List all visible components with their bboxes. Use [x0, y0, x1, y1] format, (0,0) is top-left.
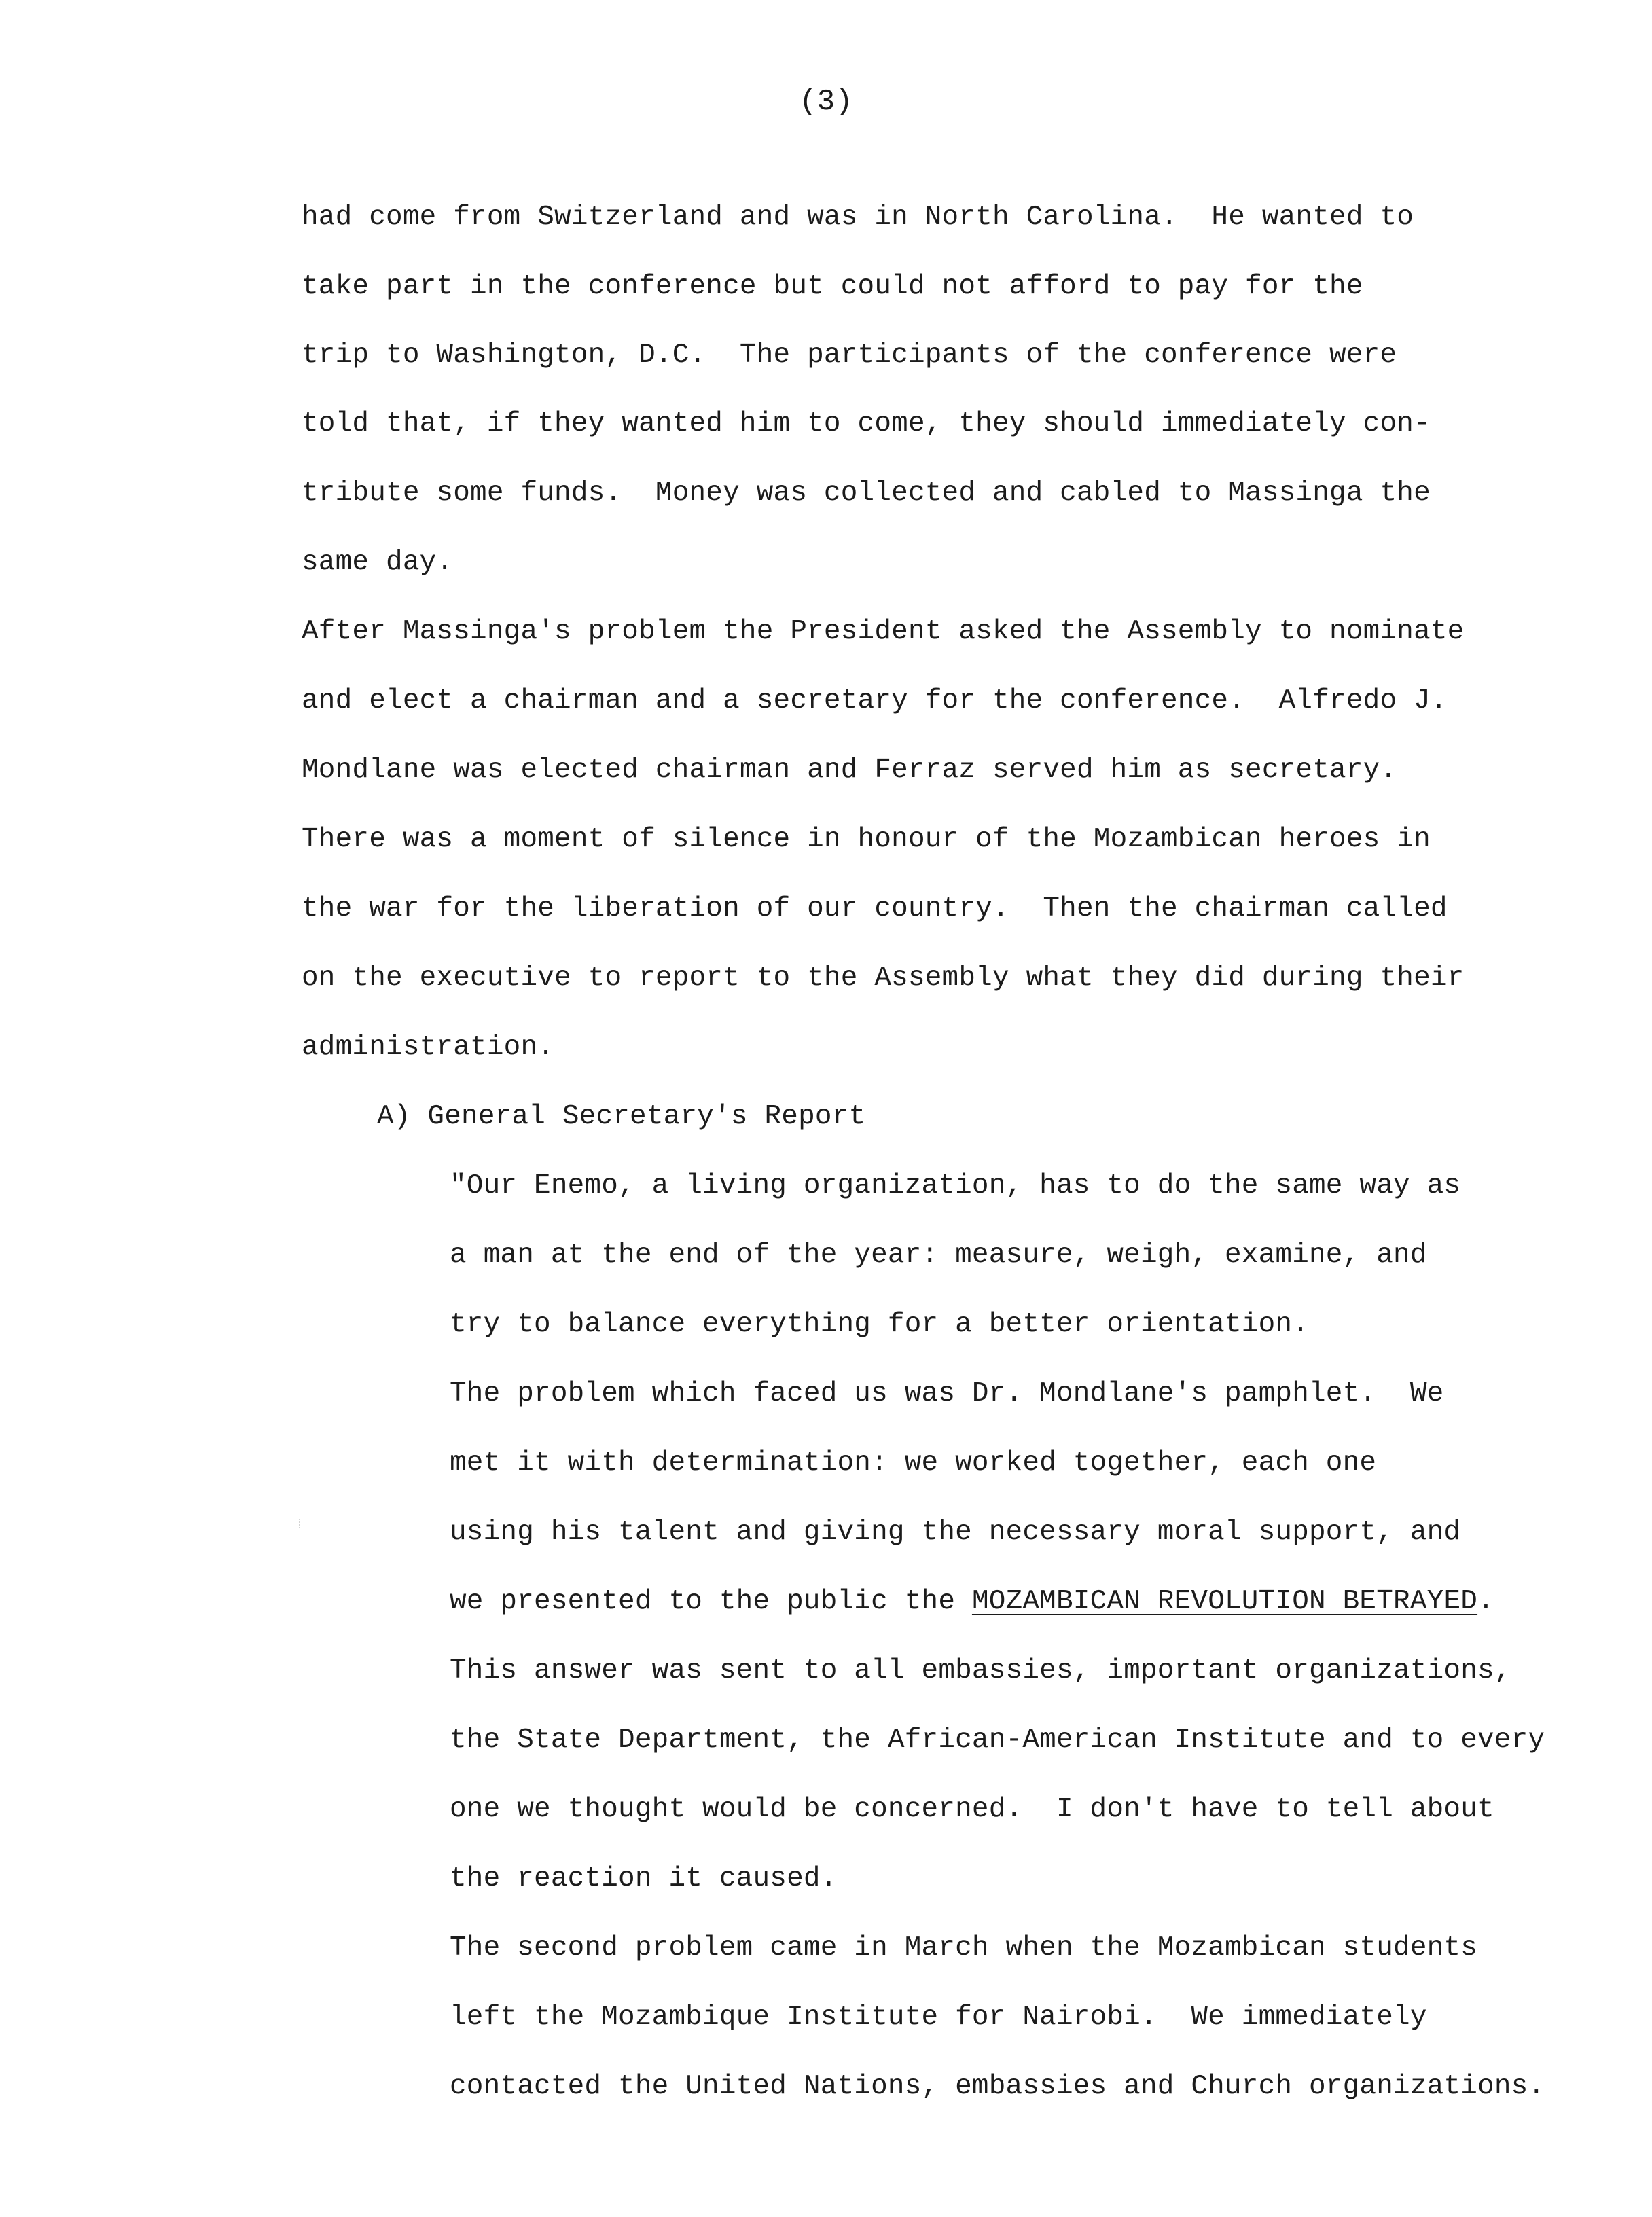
text-line: same day.: [302, 547, 454, 578]
scan-speck: [299, 1519, 306, 1528]
text-line: trip to Washington, D.C. The participants of the conference were: [302, 340, 1397, 371]
quote-line: try to balance everything for a better orientation.: [450, 1309, 1310, 1340]
quote-line: left the Mozambique Institute for Nairobi. We immediately: [450, 2002, 1427, 2033]
quote-line: The second problem came in March when the Mozambican students: [450, 1932, 1478, 1964]
text-line: Mondlane was elected chairman and Ferraz served him as secretary.: [302, 755, 1397, 786]
text-line: tribute some funds. Money was collected and cabled to Massinga the: [302, 477, 1431, 509]
quote-line: using his talent and giving the necessary moral support, and: [450, 1517, 1461, 1548]
quote-line: met it with determination: we worked together, each one: [450, 1447, 1377, 1479]
quote-text: we presented to the public the: [450, 1586, 972, 1617]
quote-line: the reaction it caused.: [450, 1863, 838, 1894]
pamphlet-title: MOZAMBICAN REVOLUTION BETRAYED: [971, 1586, 1478, 1617]
quote-line: the State Department, the African-American Institute and to every: [450, 1725, 1545, 1756]
quote-line: This answer was sent to all embassies, important organizations,: [450, 1655, 1511, 1687]
quote-line: a man at the end of the year: measure, weigh, examine, and: [450, 1240, 1427, 1271]
text-line: and elect a chairman and a secretary for the conference. Alfredo J.: [302, 685, 1448, 717]
quote-line: The problem which faced us was Dr. Mondlane's pamphlet. We: [450, 1378, 1444, 1409]
text-line: had come from Switzerland and was in North Carolina. He wanted to: [302, 202, 1414, 233]
quote-line: "Our Enemo, a living organization, has to do the same way as: [450, 1170, 1461, 1202]
text-line: on the executive to report to the Assembly what they did during their: [302, 962, 1465, 994]
quote-line: contacted the United Nations, embassies and Church organizations.: [450, 2071, 1545, 2102]
quote-line: [450, 1588, 1494, 1616]
text-line: take part in the conference but could not afford to pay for the: [302, 271, 1363, 302]
text-line: told that, if they wanted him to come, they should immediately con-: [302, 408, 1431, 439]
text-line: There was a moment of silence in honour of the Mozambican heroes in: [302, 824, 1431, 855]
quote-line: one we thought would be concerned. I don't have to tell about: [450, 1794, 1494, 1825]
text-line: administration.: [302, 1032, 555, 1063]
text-line: the war for the liberation of our country. Then the chairman called: [302, 893, 1448, 924]
section-heading: A) General Secretary's Report: [377, 1101, 866, 1132]
text-line: After Massinga's problem the President asked the Assembly to nominate: [302, 616, 1465, 647]
quote-text: .: [1477, 1586, 1494, 1617]
page-number: (3): [799, 85, 853, 119]
